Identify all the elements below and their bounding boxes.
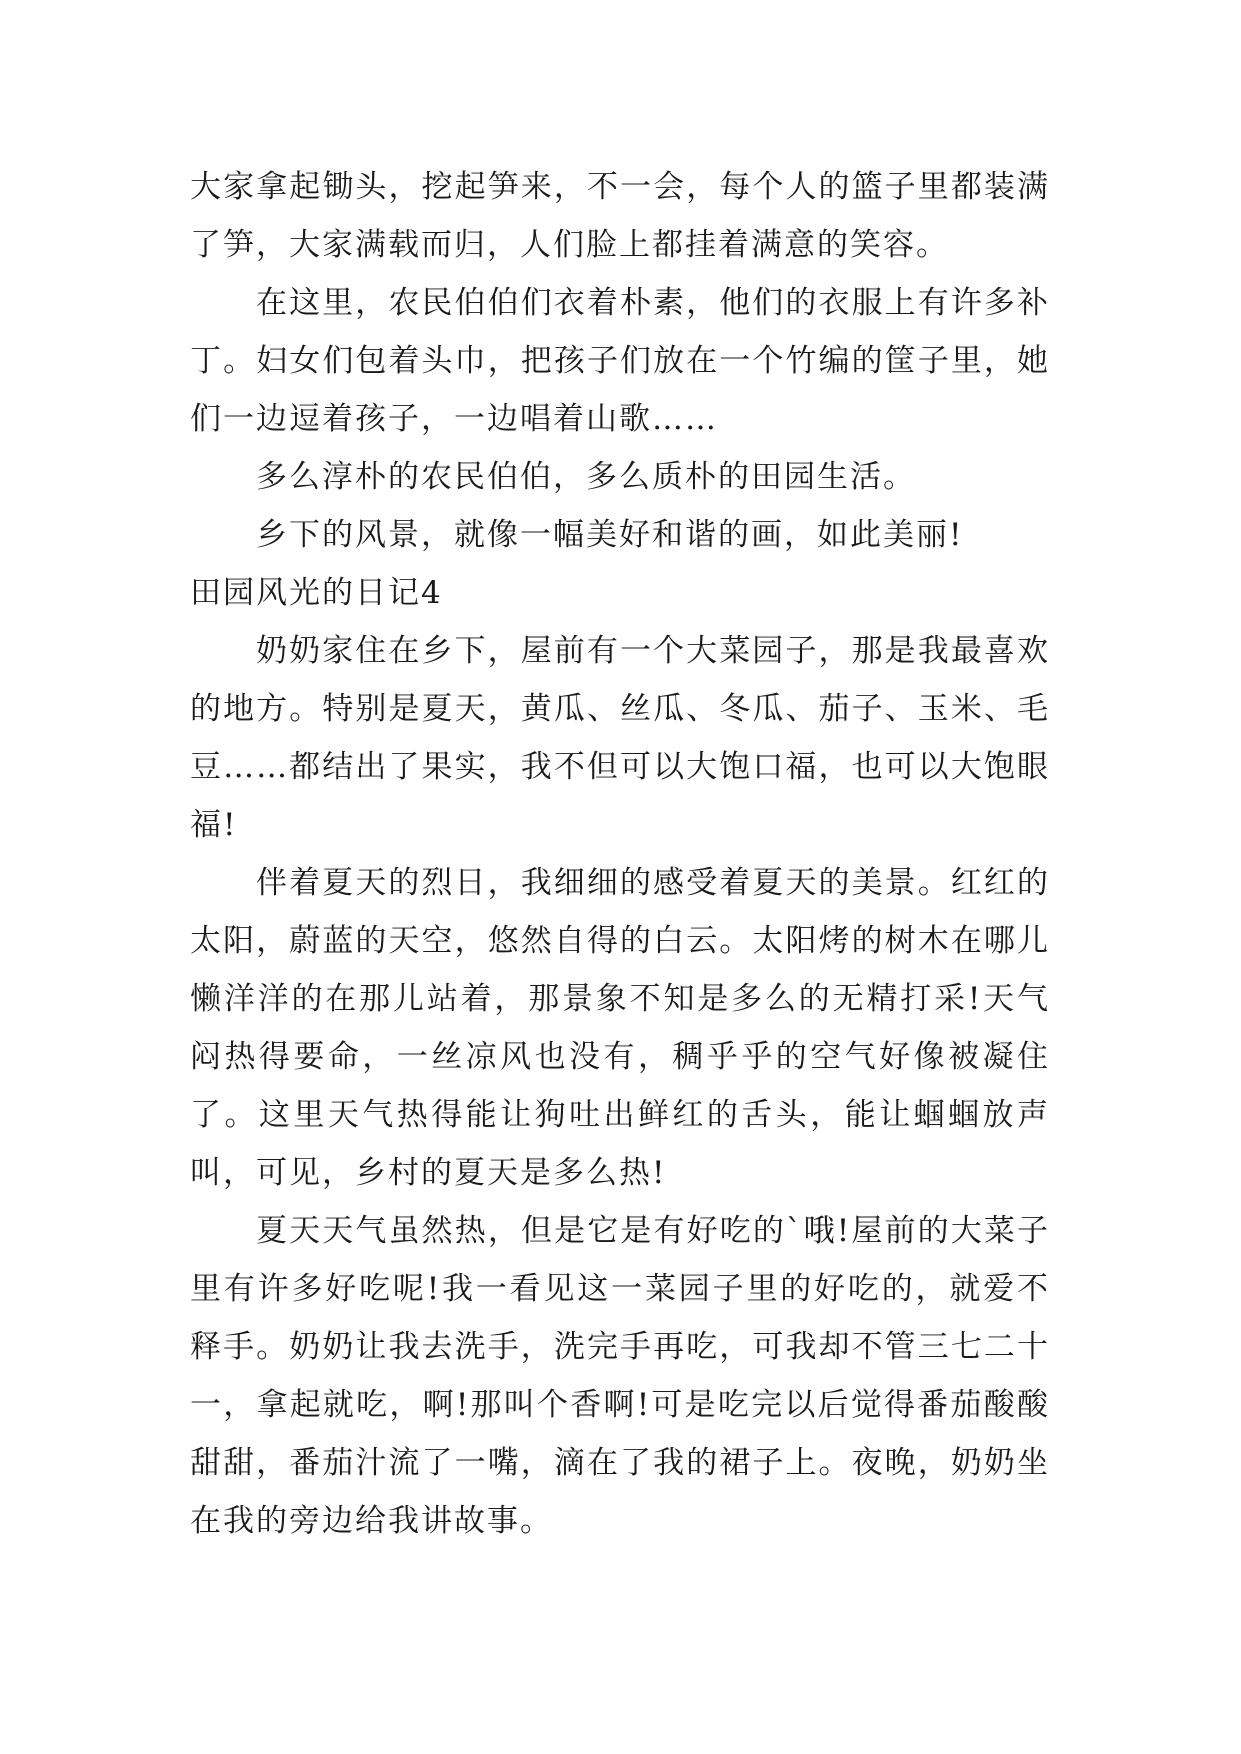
paragraph: 在这里，农民伯伯们衣着朴素，他们的衣服上有许多补丁。妇女们包着头巾，把孩子们放在一个竹编的筐子里，她们一边逗着孩子，一边唱着山歌…… [190, 285, 1050, 437]
section-heading: 田园风光的日记4 [190, 575, 443, 611]
document-body [190, 158, 1050, 1550]
paragraph: 夏天天气虽然热，但是它是有好吃的`哦!屋前的大菜子里有许多好吃呢!我一看见这一菜园子里的好吃的，就爱不释手。奶奶让我去洗手，洗完手再吃，可我却不管三七二十一，拿起就吃，啊!那叫个香啊!可是吃完以后觉得番茄酸酸甜甜，番茄汁流了一嘴，滴在了我的裙子上。夜晚，奶奶坐在我的旁边给我讲故事。 [190, 1213, 1050, 1539]
paragraph-continued: 大家拿起锄头，挖起笋来，不一会，每个人的篮子里都装满了笋，大家满载而归，人们脸上都挂着满意的笑容。 [190, 169, 1050, 263]
paragraph: 多么淳朴的农民伯伯，多么质朴的田园生活。 [256, 459, 916, 495]
paragraph: 奶奶家住在乡下，屋前有一个大菜园子，那是我最喜欢的地方。特别是夏天，黄瓜、丝瓜、冬瓜、茄子、玉米、毛豆……都结出了果实，我不但可以大饱口福，也可以大饱眼福! [190, 633, 1050, 843]
paragraph: 伴着夏天的烈日，我细细的感受着夏天的美景。红红的太阳，蔚蓝的天空，悠然自得的白云。太阳烤的树木在哪儿懒洋洋的在那儿站着，那景象不知是多么的无精打采!天气闷热得要命，一丝凉风也没有，稠乎乎的空气好像被凝住了。这里天气热得能让狗吐出鲜红的舌头，能让蝈蝈放声叫，可见，乡村的夏天是多么热! [190, 865, 1050, 1191]
paragraph: 乡下的风景，就像一幅美好和谐的画，如此美丽! [256, 517, 964, 553]
